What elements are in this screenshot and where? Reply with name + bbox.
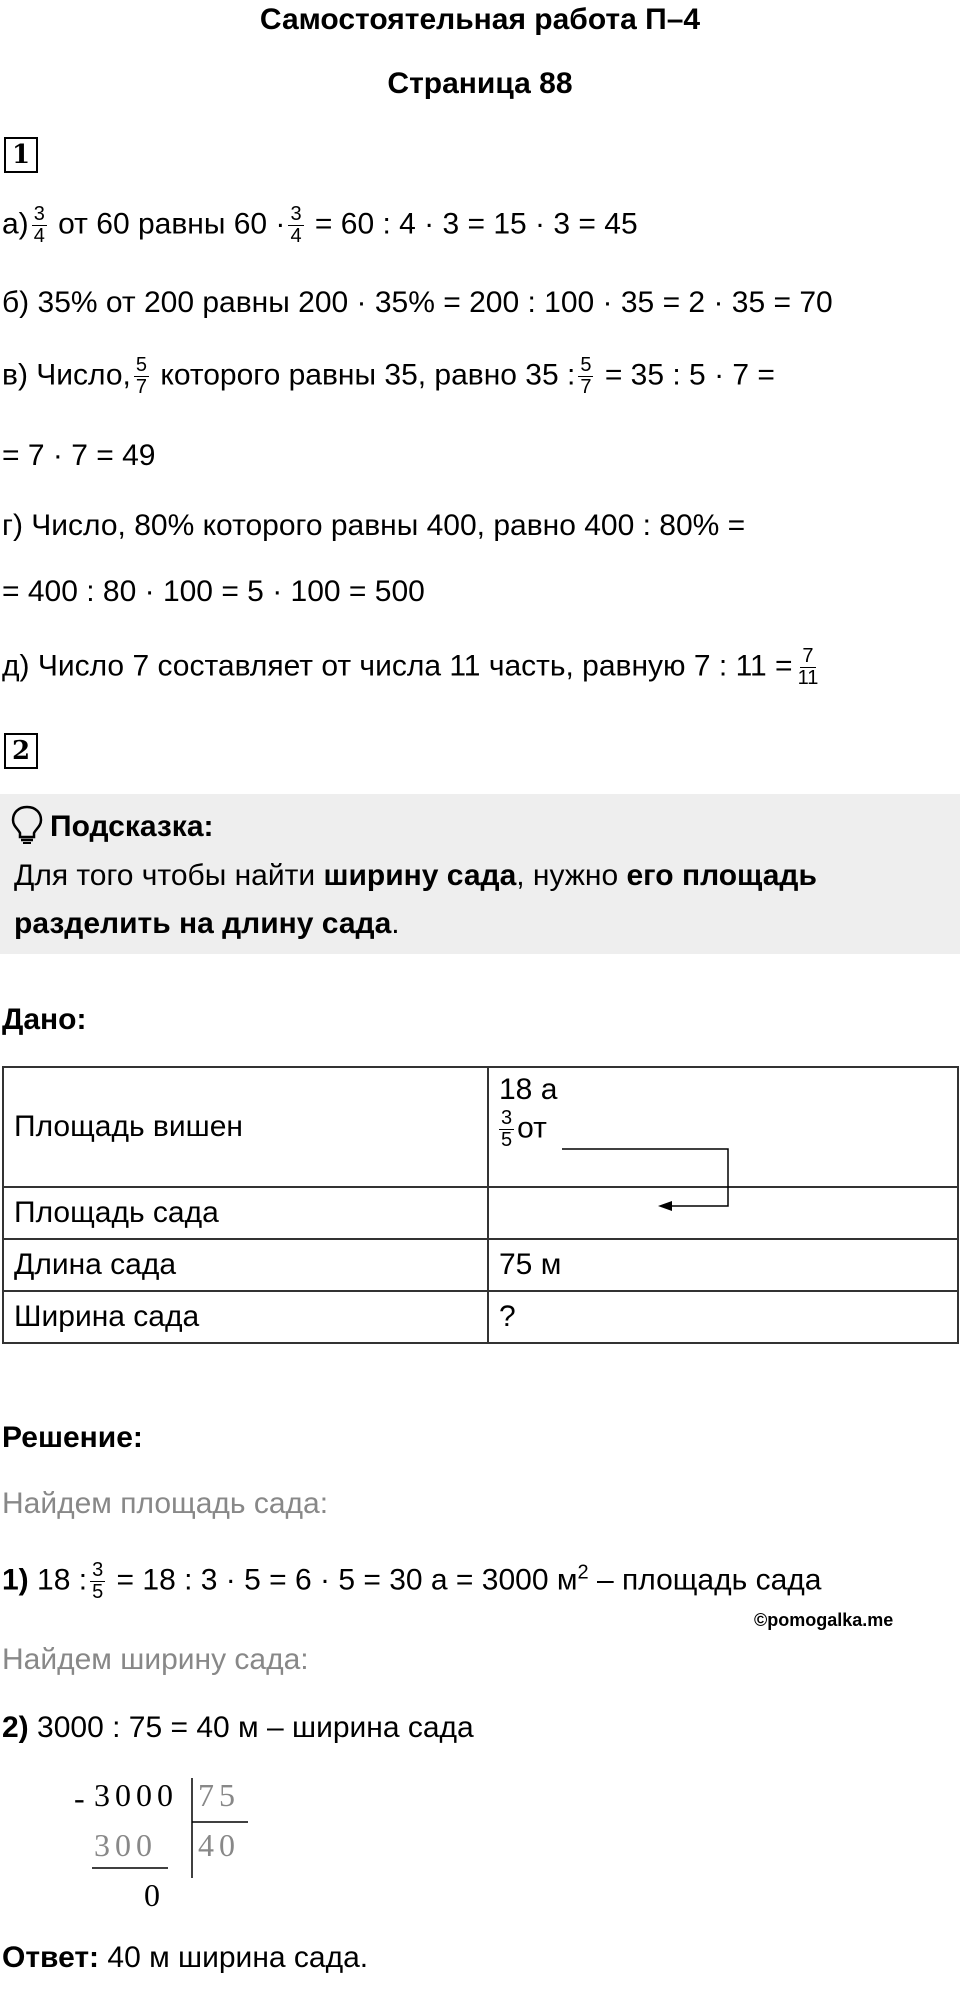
division-dividend: 3000 (94, 1777, 178, 1813)
step2-intro: Найдем ширину сада: (2, 1643, 309, 1676)
given-label: Дано: (2, 1003, 87, 1036)
step1: 1) 18 : $\frac{3}{5}$ = 18 : 3 · 5 = 6 · 5 = 30 а = 3000 $м^2$ – площадь сада (2, 1559, 822, 1603)
given-label-garden-area: Площадь сада (3, 1187, 488, 1239)
hint-text-line2: разделить на длину сада. (14, 907, 400, 940)
hint-text-line1: Для того чтобы найти ширину сада, нужно его площадь (14, 859, 817, 892)
fraction-3-4: $\frac{3}{4}$ (290, 203, 302, 247)
division-minus: - (74, 1780, 90, 1816)
task1-item-v: в) Число, $\frac{5}{7}$ которого равны 35, равно 35 : $\frac{5}{7}$ = 35 : 5 · 7 = (2, 354, 775, 398)
given-label-garden-length: Длина сада (3, 1239, 488, 1291)
fraction-5-7: $\frac{5}{7}$ (580, 354, 592, 398)
task1-item-g-line2: = 400 : 80 · 100 = 5 · 100 = 500 (2, 575, 425, 608)
hint-title: Подсказка: (10, 804, 214, 845)
division-quotient: 40 (198, 1827, 240, 1863)
solution-label: Решение: (2, 1421, 143, 1454)
task1-item-d: д) Число 7 составляет от числа 11 часть, равную 7 : 11 = $\frac{7}{11}$ (2, 645, 819, 689)
given-label-garden-width: Ширина сада (3, 1291, 488, 1343)
answer: Ответ: 40 м ширина сада. (2, 1941, 369, 1974)
fraction-7-11: $\frac{7}{11}$ (797, 645, 819, 689)
given-value-cherry-area: 18 а $\frac{3}{5}$ от (488, 1067, 958, 1187)
task-number-1: 1 (4, 137, 38, 173)
given-value-garden-width: ? (488, 1291, 958, 1343)
task1-item-b: б) 35% от 200 равны 200 · 35% = 200 : 100 · 35 = 2 · 35 = 70 (2, 286, 833, 319)
step2: 2) 3000 : 75 = 40 м – ширина сада (2, 1711, 474, 1744)
division-divisor: 75 (198, 1777, 240, 1813)
task1-item-v-line2: = 7 · 7 = 49 (2, 439, 156, 472)
given-value-garden-length: 75 м (488, 1239, 958, 1291)
page-number-title: Страница 88 (387, 67, 573, 100)
document-title: Самостоятельная работа П–4 (259, 3, 701, 36)
fraction-3-4: $\frac{3}{4}$ (33, 203, 45, 247)
task1-item-g: г) Число, 80% которого равны 400, равно 400 : 80% = (2, 509, 746, 542)
fraction-5-7: $\frac{5}{7}$ (135, 354, 148, 398)
division-remainder: 0 (144, 1877, 165, 1913)
task1-item-a: а) $\frac{3}{4}$ от 60 равны 60 · $\frac{3}{4}$ = 60 : 4 · 3 = 15 · 3 = 45 (2, 203, 638, 247)
given-label-cherry-area: Площадь вишен (3, 1067, 488, 1187)
task-number-2: 2 (4, 733, 38, 769)
division-subtract: 300 (94, 1827, 157, 1863)
step1-intro: Найдем площадь сада: (2, 1487, 329, 1520)
watermark: ©pomogalka.me (754, 1610, 894, 1630)
